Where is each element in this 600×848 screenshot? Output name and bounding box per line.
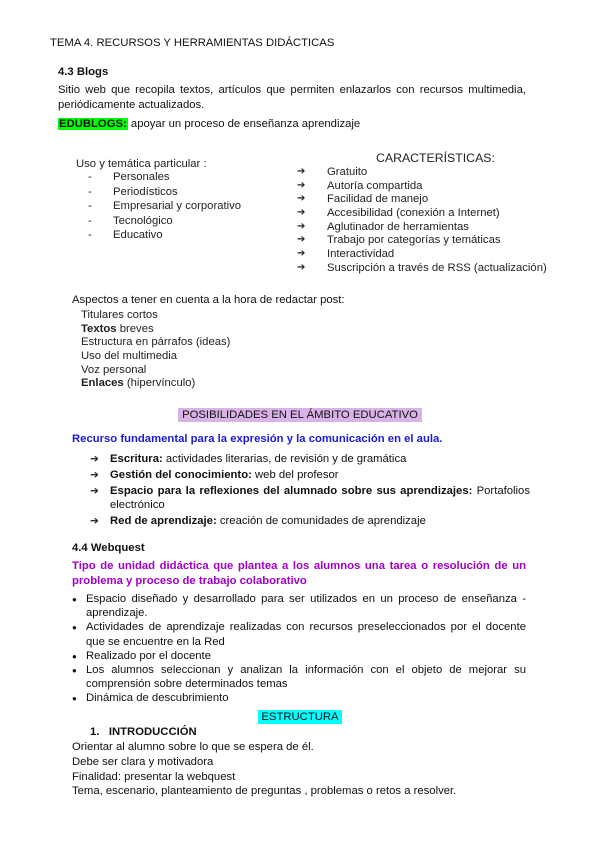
uso-list <box>86 171 241 244</box>
list-item: ➔ Aglutinador de herramientas <box>297 221 547 235</box>
list-item: Estructura en párrafos (ideas) <box>81 336 231 349</box>
list-item: ● Actividades de aprendizaje realizadas con recursos preseleccionados por el docente que se encuentre en la Red <box>72 620 526 648</box>
list-item: ➔ Interactividad <box>297 248 547 262</box>
uso-title: Uso y temática particular : <box>76 158 207 170</box>
list-item: Enlaces (hipervínculo) <box>81 377 196 390</box>
list-item: ● Los alumnos seleccionan y analizan la información con el objeto de mejorar su comprensión sobre determinados temas <box>72 663 526 691</box>
list-item: ➔ Autoría compartida <box>297 180 547 194</box>
posibilidades-heading: POSIBILIDADES EN EL ÁMBITO EDUCATIVO <box>178 408 422 422</box>
list-item: Titulares cortos <box>81 309 158 321</box>
document-header: TEMA 4. RECURSOS Y HERRAMIENTAS DIDÁCTICAS <box>50 37 335 49</box>
intro-line: Tema, escenario, planteamiento de preguntas , problemas o retos a resolver. <box>72 785 457 797</box>
aspectos-list <box>81 309 230 391</box>
blogs-heading: 4.3 Blogs <box>58 66 109 78</box>
list-item: ➔ Gratuito <box>297 166 547 180</box>
list-item: ➔ Accesibilidad (conexión a Internet) <box>297 207 547 221</box>
caracteristicas-title: CARACTERÍSTICAS: <box>376 151 495 165</box>
intro-line: Finalidad: presentar la webquest <box>72 771 236 783</box>
posibilidades-subtitle: Recurso fundamental para la expresión y la comunicación en el aula. <box>72 433 443 445</box>
intro-heading: 1. INTRODUCCIÓN <box>90 726 197 738</box>
list-item: - Empresarial y corporativo <box>86 200 241 215</box>
list-item: ➔ Suscripción a través de RSS (actualización) <box>297 262 547 276</box>
webquest-definition: Tipo de unidad didáctica que plantea a los alumnos una tarea o resolución de un problema y proceso de trabajo colaborativo <box>72 560 526 587</box>
list-item: ➔ Facilidad de manejo <box>297 193 547 207</box>
list-item: ➔ Espacio para la reflexiones del alumnado sobre sus aprendizajes: Portafolios electrónico <box>90 484 530 512</box>
list-item: - Tecnológico <box>86 215 241 230</box>
edublogs-line <box>58 118 360 130</box>
posibilidades-list <box>90 452 530 530</box>
list-item: ➔ Trabajo por categorías y temáticas <box>297 234 547 248</box>
intro-line: Debe ser clara y motivadora <box>72 756 214 768</box>
list-item: - Personales <box>86 171 241 186</box>
list-item: ➔ Red de aprendizaje: creación de comunidades de aprendizaje <box>90 514 530 528</box>
estructura-heading: ESTRUCTURA <box>258 710 341 724</box>
list-item: ➔ Escritura: actividades literarias, de revisión y de gramática <box>90 452 530 466</box>
posibilidades-heading-wrap <box>0 409 600 421</box>
edublogs-label: EDUBLOGS: <box>59 118 127 130</box>
list-item: Voz personal <box>81 363 147 376</box>
list-item: ● Espacio diseñado y desarrollado para ser utilizados en un proceso de enseñanza -aprendizaje. <box>72 592 526 620</box>
edublogs-text: apoyar un proceso de enseñanza aprendizaje <box>127 118 361 130</box>
list-item: Textos breves <box>81 322 154 335</box>
blogs-definition: Sitio web que recopila textos, artículos que permiten enlazarlos con recursos multimedia, periódicamente actualizados. <box>58 84 526 111</box>
list-item: - Periodísticos <box>86 186 241 201</box>
list-item: - Educativo <box>86 229 241 244</box>
estructura-wrap <box>0 711 600 723</box>
list-item: Uso del multimedia <box>81 350 178 363</box>
intro-line: Orientar al alumno sobre lo que se espera de él. <box>72 741 314 753</box>
aspectos-title: Aspectos a tener en cuenta a la hora de redactar post: <box>72 294 345 306</box>
caracteristicas-list <box>297 166 547 276</box>
list-item: ➔ Gestión del conocimiento: web del profesor <box>90 468 530 482</box>
list-item: ● Dinámica de descubrimiento <box>72 691 526 705</box>
webquest-bullets <box>72 592 526 706</box>
list-item: ● Realizado por el docente <box>72 649 526 663</box>
webquest-heading: 4.4 Webquest <box>72 542 145 554</box>
